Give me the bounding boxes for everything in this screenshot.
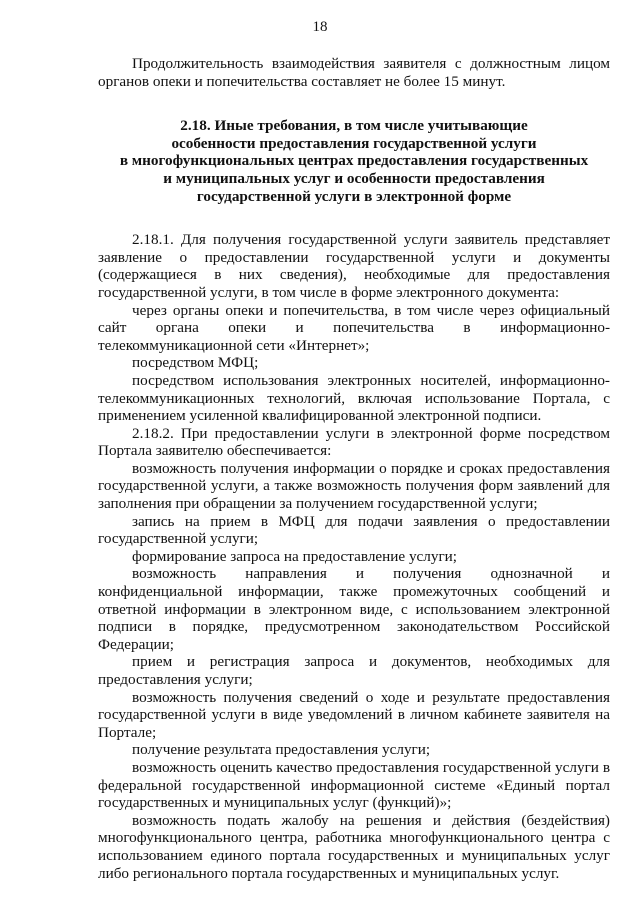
page-content [98,55,610,882]
paragraph-result: получение результата предоставления услуги; [132,741,431,759]
paragraph-progress-info: возможность получения сведений о ходе и результате предоставления государственной услуги в виде уведомлений в личном кабинете заявителя на Портале; [98,688,610,741]
section-heading [98,117,610,205]
paragraph-mfc-appointment: запись на прием в МФЦ для подачи заявления о предоставлении государственной услуги; [98,512,610,548]
paragraph-info-access: возможность получения информации о порядке и сроках предоставления государственной услуги, а также возможность получения форм заявлений для заполнения при обращении за получением государственной услуги; [98,459,610,513]
paragraph-via-mfc: посредством МФЦ; [132,354,259,372]
paragraph-via-electronic: посредством использования электронных носителей, информационно-телекоммуникационных технологий, включая использование Портала, с применением усиленной квалифицированной электронной подписи. [98,371,610,425]
paragraph-request-registration: прием и регистрация запроса и документов, необходимых для предоставления услуги; [98,653,610,688]
section-heading-line: особенности предоставления государственной услуги [171,134,537,152]
section-heading-line: и муниципальных услуг и особенности предоставления [163,169,545,187]
section-heading-line: в многофункциональных центрах предоставления государственных [119,152,589,170]
paragraph-confidential-info: возможность направления и получения однозначной и конфиденциальной информации, также промежуточных сообщений и ответной информации в электронном виде, с использованием электронной подписи в порядке, предусмотренном законодательством Российской Федерации; [98,565,610,653]
paragraph-request-forming: формирование запроса на предоставление услуги; [132,547,458,565]
paragraph-complaint: возможность подать жалобу на решения и действия (бездействия) многофункционального центра, работника многофункционального центра с использованием единого портала государственных и муниципальных услуг либо регионального портала государственных и муниципальных услуг. [98,811,610,882]
paragraph-via-guardianship: через органы опеки и попечительства, в том числе через официальный сайт органа опеки и попечительства в информационно-телекоммуникационной сети «Интернет»; [98,301,610,354]
paragraph-2-18-1: 2.18.1. Для получения государственной услуги заявитель представляет заявление о предоставлении государственной услуги и документы (содержащиеся в них сведения), необходимые для предоставления государственной услуги, в том числе в форме электронного документа: [98,231,610,301]
paragraph-quality-rating: возможность оценить качество предоставления государственной услуги в федеральной государственной информационной системе «Единый портал государственных и муниципальных услуг (функций)»; [98,758,610,812]
section-heading-line: 2.18. Иные требования, в том числе учитывающие [180,117,528,135]
section-heading-line: государственной услуги в электронной форме [196,187,512,205]
paragraph-2-18-2: 2.18.2. При предоставлении услуги в электронной форме посредством Портала заявителю обеспечивается: [98,424,610,460]
page-number: 18 [312,19,328,35]
intro-paragraph: Продолжительность взаимодействия заявителя с должностным лицом органов опеки и попечительства составляет не более 15 минут. [98,55,610,90]
